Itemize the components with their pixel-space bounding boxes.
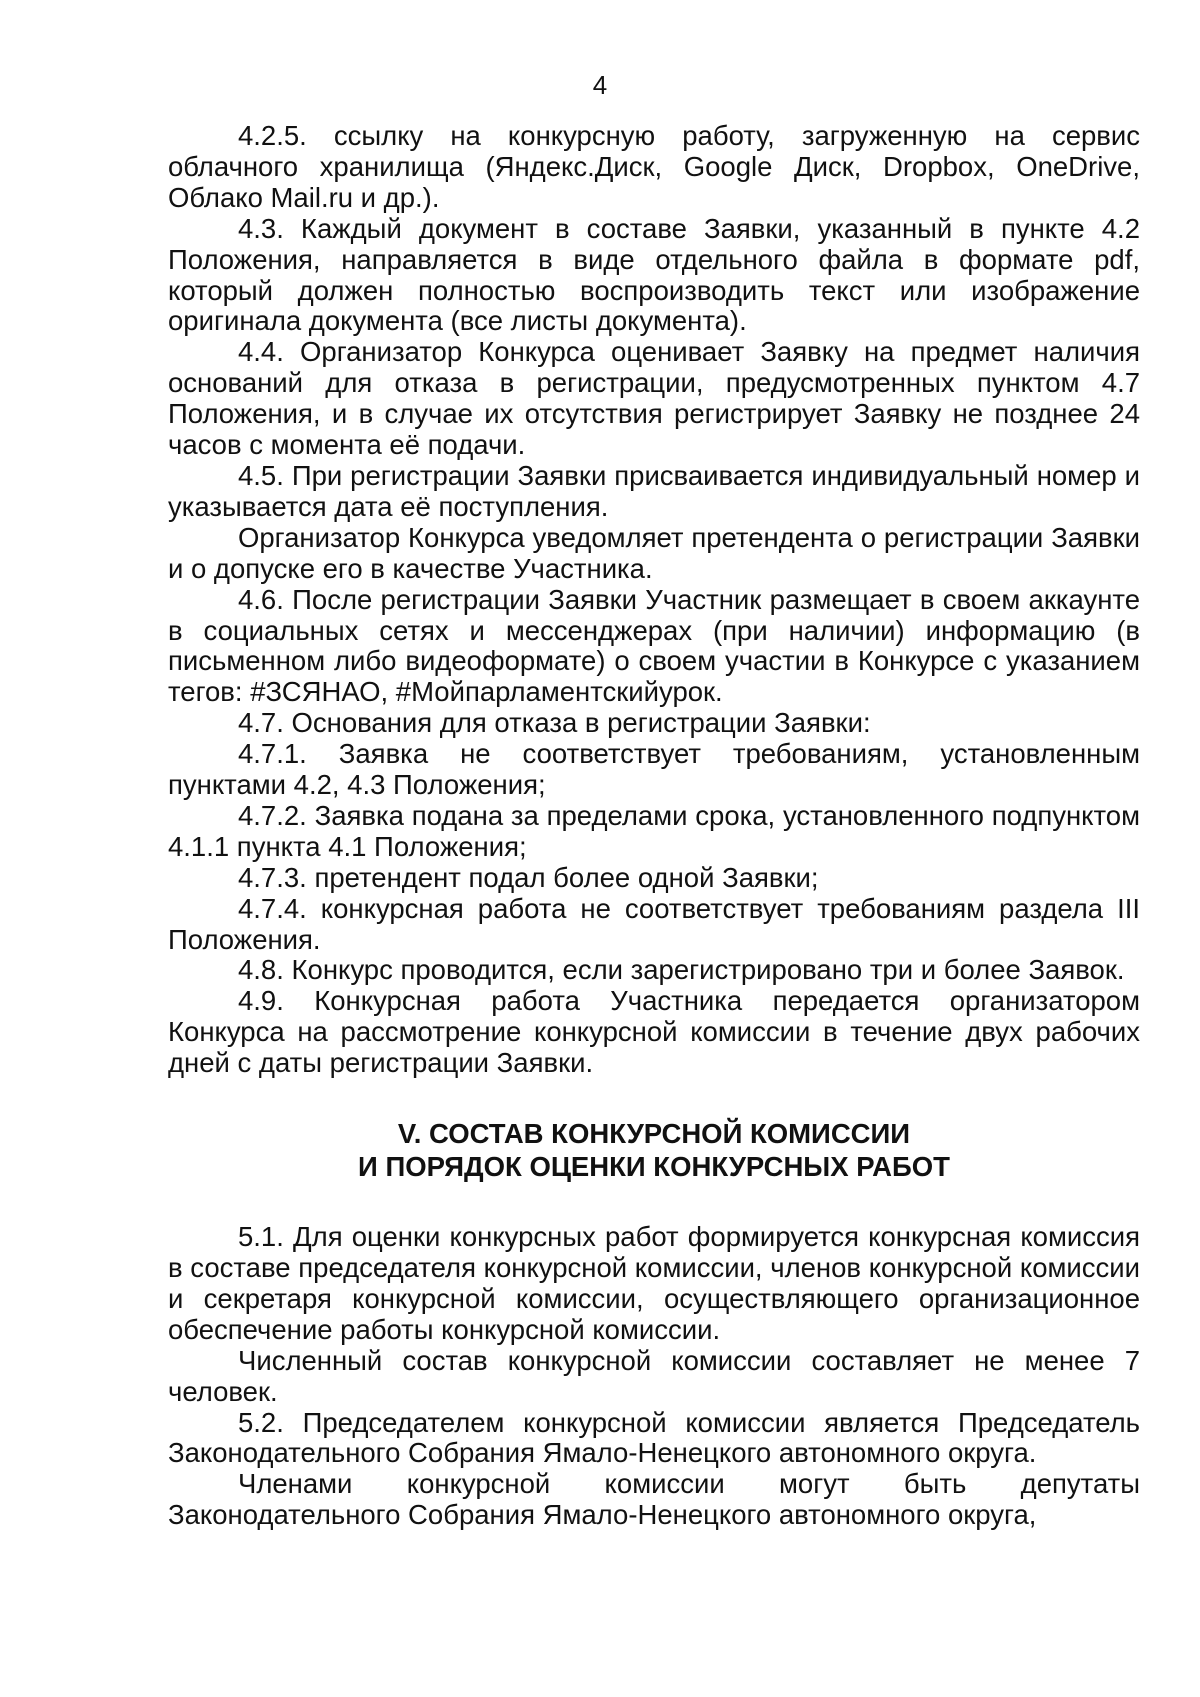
- paragraph-4-4: 4.4. Организатор Конкурса оценивает Заявку на предмет наличия оснований для отказа в регистрации, предусмотренных пунктом 4.7 Положения, и в случае их отсутствия регистрирует Заявку не позднее 24 часов с момента её подачи.: [168, 336, 1140, 461]
- page-number: 4: [592, 70, 608, 100]
- paragraph-4-7-3: 4.7.3. претендент подал более одной Заявки;: [238, 861, 819, 893]
- paragraph-5-2-members: Членами конкурсной комиссии могут быть депутаты Законодательного Собрания Ямало-Ненецкого автономного округа,: [168, 1468, 1140, 1531]
- section-title-line-2: И ПОРЯДОК ОЦЕНКИ КОНКУРСНЫХ РАБОТ: [358, 1151, 950, 1183]
- paragraph-5-1-size: Численный состав конкурсной комиссии составляет не менее 7 человек.: [168, 1344, 1140, 1407]
- section-title-line-1: V. СОСТАВ КОНКУРСНОЙ КОМИССИИ: [397, 1118, 911, 1150]
- paragraph-4-8: 4.8. Конкурс проводится, если зарегистрировано три и более Заявок.: [238, 954, 1125, 986]
- paragraph-4-7: 4.7. Основания для отказа в регистрации Заявки:: [238, 707, 871, 739]
- section-title: [168, 1117, 1140, 1183]
- paragraph-4-6: 4.6. После регистрации Заявки Участник размещает в своем аккаунте в социальных сетях и мессенджерах (при наличии) информацию (в письменном либо видеоформате) о своем участии в Конкурсе с указанием тегов: #ЗСЯНАО, #Мойпарламентскийурок.: [168, 583, 1140, 708]
- paragraph-5-1: 5.1. Для оценки конкурсных работ формируется конкурсная комиссия в составе председателя конкурсной комиссии, членов конкурсной комиссии и секретаря конкурсной комиссии, осуществляющего организационное обеспечение работы конкурсной комиссии.: [168, 1221, 1140, 1345]
- paragraph-4-7-4: 4.7.4. конкурсная работа не соответствует требованиям раздела III Положения.: [168, 892, 1140, 955]
- paragraph-4-5: 4.5. При регистрации Заявки присваивается индивидуальный номер и указывается дата её поступления.: [168, 459, 1140, 522]
- paragraph-4-5-notice: Организатор Конкурса уведомляет претендента о регистрации Заявки и о допуске его в качестве Участника.: [168, 521, 1140, 584]
- paragraph-4-9: 4.9. Конкурсная работа Участника передается организатором Конкурса на рассмотрение конкурсной комиссии в течение двух рабочих дней с даты регистрации Заявки.: [168, 985, 1140, 1079]
- paragraph-5-2: 5.2. Председателем конкурсной комиссии является Председатель Законодательного Собрания Ямало-Ненецкого автономного округа.: [168, 1406, 1140, 1469]
- paragraph-4-7-1: 4.7.1. Заявка не соответствует требованиям, установленным пунктами 4.2, 4.3 Положения;: [168, 738, 1140, 801]
- paragraph-4-7-2: 4.7.2. Заявка подана за пределами срока, установленного подпунктом 4.1.1 пункта 4.1 Положения;: [168, 799, 1140, 862]
- paragraph-4-2-5: 4.2.5. ссылку на конкурсную работу, загруженную на сервис облачного хранилища (Яндекс.Диск, Google Диск, Dropbox, OneDrive, Облако Mail.ru и др.).: [168, 120, 1140, 213]
- paragraph-4-3: 4.3. Каждый документ в составе Заявки, указанный в пункте 4.2 Положения, направляется в виде отдельного файла в формате pdf, который должен полностью воспроизводить текст или изображение оригинала документа (все листы документа).: [168, 212, 1140, 337]
- document-body: [168, 121, 1140, 1531]
